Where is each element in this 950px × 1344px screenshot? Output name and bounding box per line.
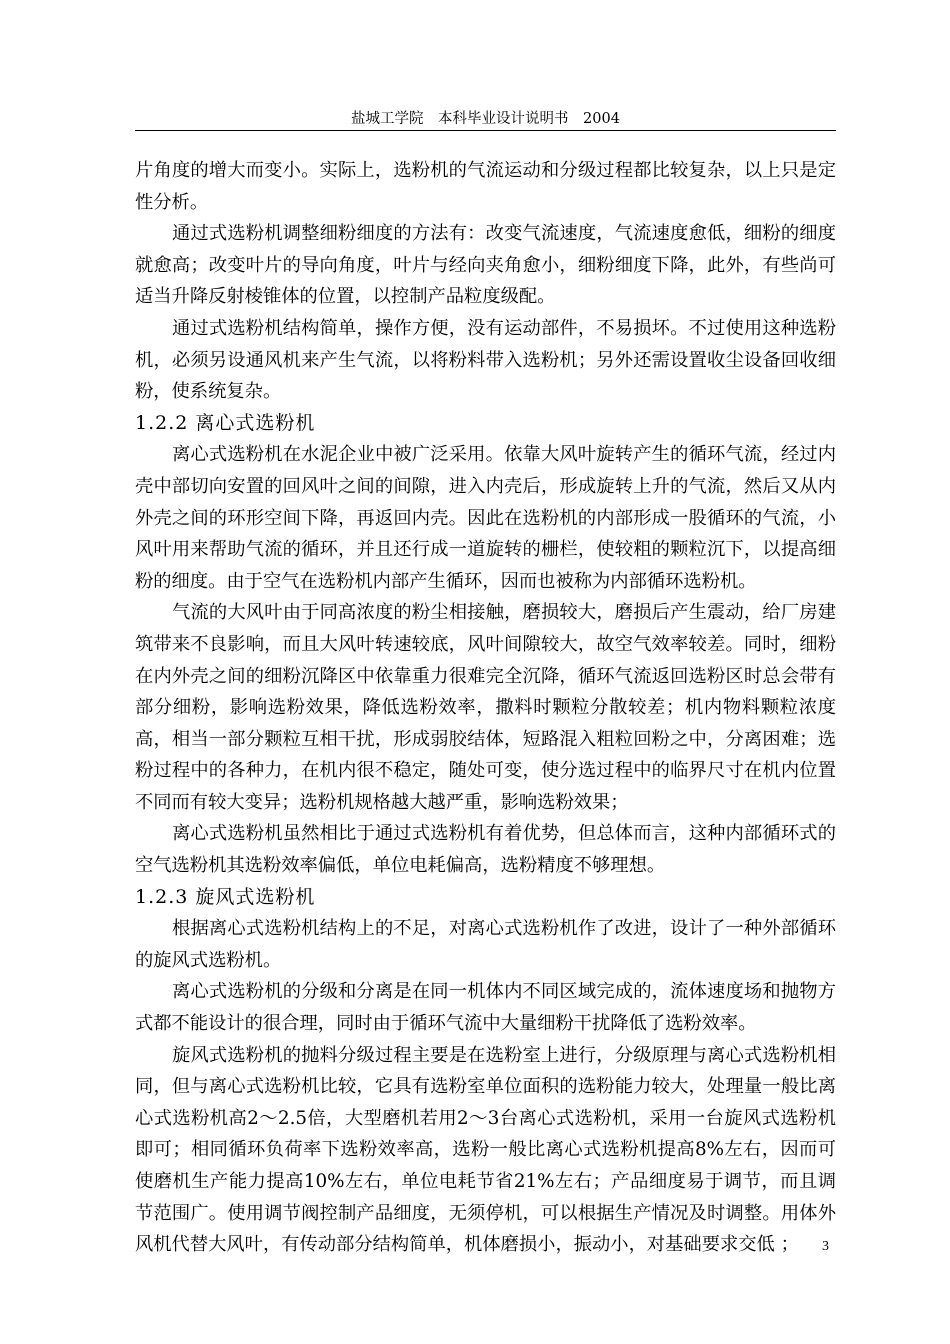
header-text: 盐城工学院 本科毕业设计说明书 2004 (351, 111, 620, 127)
paragraph: 通过式选粉机结构简单，操作方便，没有运动部件，不易损坏。不过使用这种选粉机，必须另设通风机来产生气流，以将粉料带入选粉机；另外还需设置收尘设备回收细粉，使系统复杂。 (135, 317, 836, 403)
paragraph: 片角度的增大而变小。实际上，选粉机的气流运动和分级过程都比较复杂，以上只是定性分析。 (135, 160, 836, 213)
section-heading: 1.2.3 旋风式选粉机 (135, 885, 316, 908)
document-body (135, 155, 836, 1261)
paragraph: 根据离心式选粉机结构上的不足，对离心式选粉机作了改进，设计了一种外部循环的旋风式选粉机。 (135, 918, 836, 971)
paragraph: 离心式选粉机的分级和分离是在同一机体内不同区域完成的，流体速度场和抛物方式都不能设计的很合理，同时由于循环气流中大量细粉干扰降低了选粉效率。 (135, 981, 836, 1035)
paragraph: 离心式选粉机在水泥企业中被广泛采用。依靠大风叶旋转产生的循环气流，经过内壳中部切向安置的回风叶之间的间隙，进入内壳后，形成旋转上升的气流，然后又从内外壳之间的环形空间下降，再返回内壳。因此在选粉机的内部形成一股循环的气流，小风叶用来帮助气流的循环，并且还行成一道旋转的栅栏，使较粗的颗粒沉下，以提高细粉的细度。由于空气在选粉机内部产生循环，因而也被称为内部循环选粉机。 (135, 444, 836, 592)
page-number: 3 (822, 1239, 829, 1254)
section-heading: 1.2.2 离心式选粉机 (135, 411, 316, 434)
paragraph: 离心式选粉机虽然相比于通过式选粉机有着优势，但总体而言，这种内部循环式的空气选粉机其选粉效率偏低，单位电耗偏高，选粉精度不够理想。 (135, 823, 836, 877)
paragraph: 旋风式选粉机的抛料分级过程主要是在选粉室上进行，分级原理与离心式选粉机相同，但与离心式选粉机比较，它具有选粉室单位面积的选粉能力较大，处理量一般比离心式选粉机高2～2.5倍，大型磨机若用2～3台离心式选粉机，采用一台旋风式选粉机即可；相同循环负荷率下选粉效率高，选粉一般比离心式选粉机提高8%左右，因而可使磨机生产能力提高10%左右，单位电耗节省21%左右；产品细度易于调节，而且调节范围广。使用调节阀控制产品细度，无须停机，可以根据生产情况及时调整。用体外风机代替大风叶，有传动部分结构简单，机体磨损小，振动小，对基础要求交低 ； (135, 1044, 836, 1256)
page-header (135, 108, 836, 131)
paragraph: 通过式选粉机调整细粉细度的方法有：改变气流速度，气流速度愈低，细粉的细度就愈高；改变叶片的导向角度，叶片与经向夹角愈小，细粉细度下降，此外，有些尚可适当升降反射棱锥体的位置，以控制产品粒度级配。 (135, 223, 836, 308)
paragraph: 气流的大风叶由于同高浓度的粉尘相接触，磨损较大，磨损后产生震动，给厂房建筑带来不良影响，而且大风叶转速较底，风叶间隙较大，故空气效率较差。同时，细粉在内外壳之间的细粉沉降区中依靠重力很难完全沉降，循环气流返回选粉区时总会带有部分细粉，影响选粉效果，降低选粉效率，撒料时颗粒分散较差；机内物料颗粒浓度高，相当一部分颗粒互相干扰，形成弱胶结体，短路混入粗粒回粉之中，分离困难；选粉过程中的各种力，在机内很不稳定，随处可变，使分选过程中的临界尺寸在机内位置不同而有较大变异；选粉机规格越大越严重，影响选粉效果； (135, 602, 836, 813)
